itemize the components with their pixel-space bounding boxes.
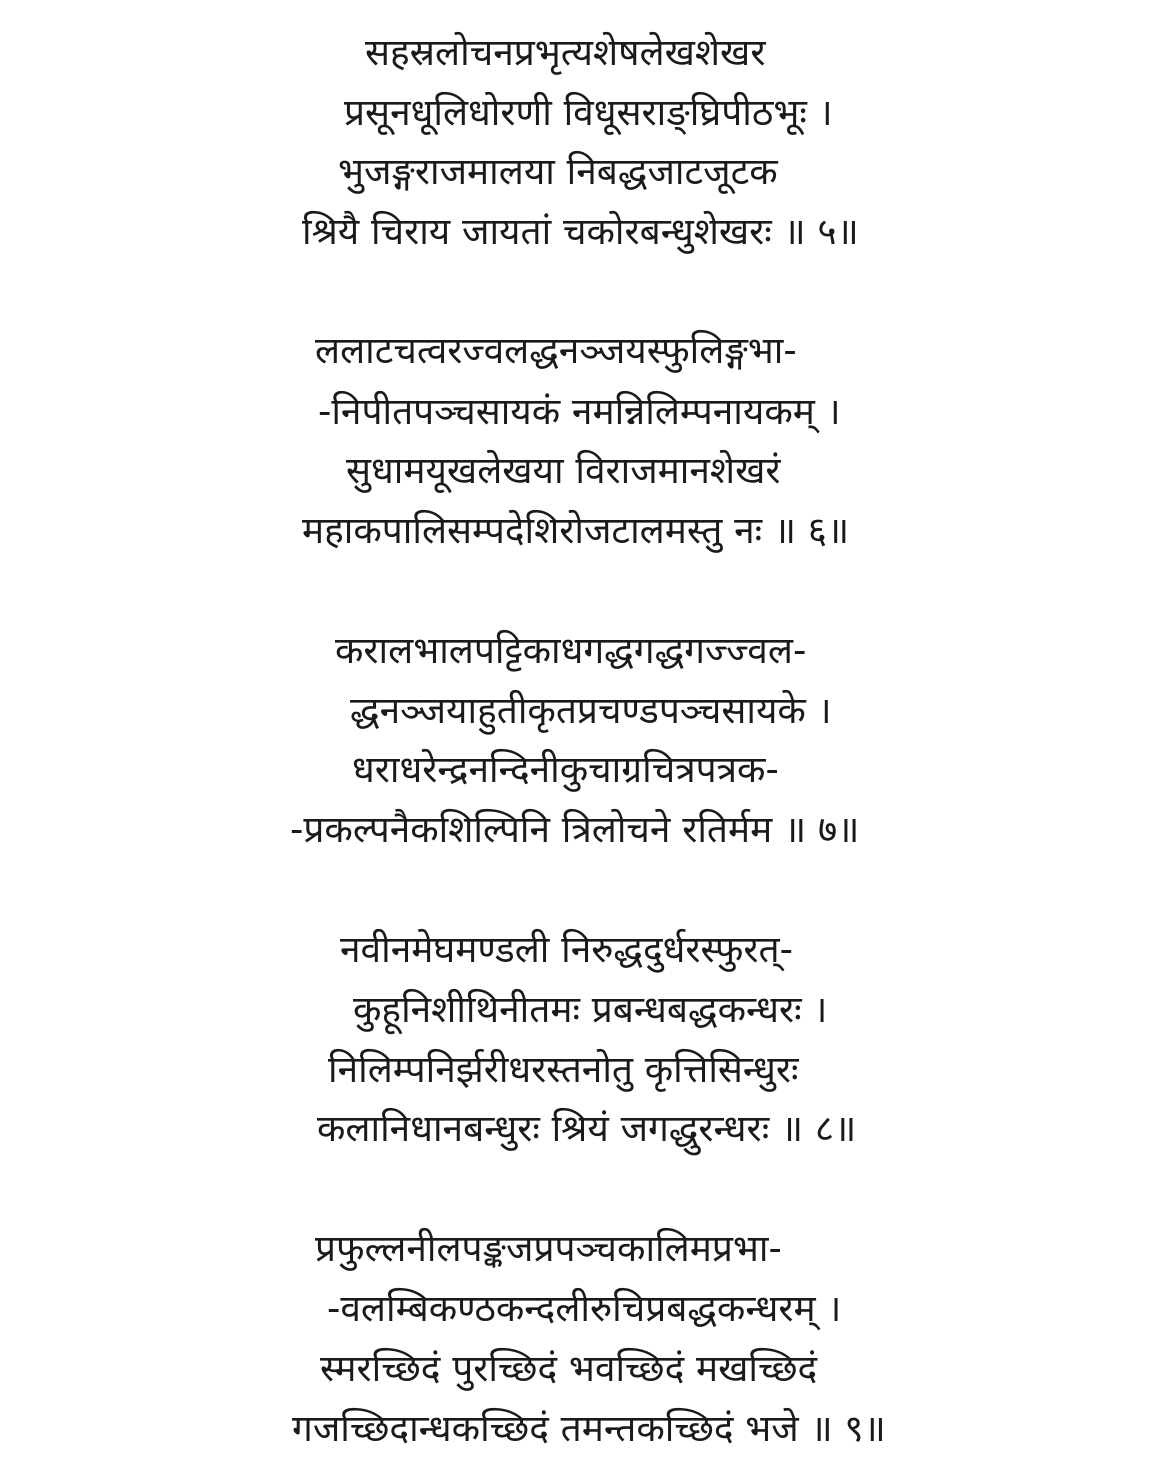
verse-7-line-4: -प्रकल्पनैकशिल्पिनि त्रिलोचने रतिर्मम ॥ ७॥ bbox=[290, 808, 860, 851]
verse-6-line-2: -निपीतपञ्चसायकं नमन्निलिम्पनायकम् । bbox=[318, 390, 841, 433]
verse-7-line-1: करालभालपट्टिकाधगद्धगद्धगज्ज्वल- bbox=[335, 629, 807, 672]
verse-5-line-2: प्रसूनधूलिधोरणी विधूसराङ्घ्रिपीठभूः । bbox=[344, 91, 833, 134]
verse-7-line-3: धराधरेन्द्रनन्दिनीकुचाग्रचित्रपत्रक- bbox=[352, 748, 779, 791]
verse-8-line-4: कलानिधानबन्धुरः श्रियं जगद्धुरन्धरः ॥ ८॥ bbox=[317, 1107, 857, 1150]
verse-5-line-3: भुजङ्गराजमालया निबद्धजाटजूटक bbox=[338, 150, 778, 193]
verse-9-line-2: -वलम्बिकण्ठकन्दलीरुचिप्रबद्धकन्धरम् । bbox=[327, 1287, 842, 1330]
verse-9-line-3: स्मरच्छिदं पुरच्छिदं भवच्छिदं मखच्छिदं bbox=[320, 1347, 818, 1390]
verse-8-line-1: नवीनमेघमण्डली निरुद्धदुर्धरस्फुरत्- bbox=[340, 928, 793, 971]
verse-9-line-1: प्रफुल्लनीलपङ्कजप्रपञ्चकालिमप्रभा- bbox=[315, 1227, 782, 1270]
verse-6-line-1: ललाटचत्वरज्वलद्धनञ्जयस्फुलिङ्गभा- bbox=[315, 329, 797, 372]
verse-5-line-4: श्रियै चिराय जायतां चकोरबन्धुशेखरः ॥ ५॥ bbox=[302, 210, 859, 253]
verse-8-line-3: निलिम्पनिर्झरीधरस्तनोतु कृत्तिसिन्धुरः bbox=[328, 1048, 799, 1091]
verse-9-line-4: गजच्छिदान्धकच्छिदं तमन्तकच्छिदं भजे ॥ ९॥ bbox=[292, 1407, 886, 1450]
verse-5-line-1: सहस्रलोचनप्रभृत्यशेषलेखशेखर bbox=[365, 31, 766, 74]
verse-6-line-4: महाकपालिसम्पदेशिरोजटालमस्तु नः ॥ ६॥ bbox=[302, 509, 850, 552]
verse-7-line-2: द्धनञ्जयाहुतीकृतप्रचण्डपञ्चसायके । bbox=[350, 689, 832, 732]
verse-6-line-3: सुधामयूखलेखया विराजमानशेखरं bbox=[346, 449, 781, 492]
verse-8-line-2: कुहूनिशीथिनीतमः प्रबन्धबद्धकन्धरः । bbox=[353, 988, 828, 1031]
